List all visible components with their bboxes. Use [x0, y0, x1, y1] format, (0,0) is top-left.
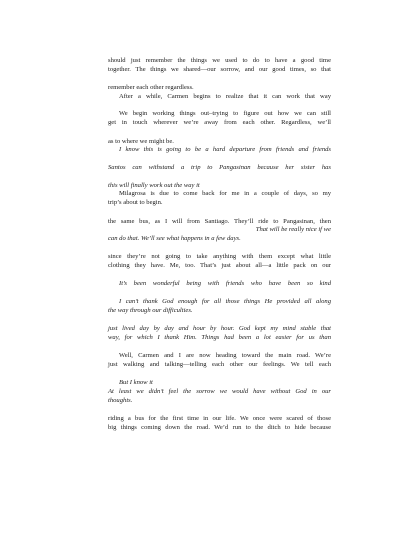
text-line: should just remember the things we used to do to have a good time [108, 57, 331, 64]
text-line: I know this is going to be a hard departure from friends and friends [119, 146, 331, 153]
text-line: the same bus, as I will from Santiago. They’ll ride to Pangasinan, then [108, 218, 331, 225]
text-line: since they’re not going to take anything with them except what little [108, 253, 331, 260]
text-line: this will finally work out the way it [108, 182, 200, 189]
text-line: But I know it [119, 379, 153, 386]
text-line: Santos can withstand a trip to Pangasinan because her sister has [108, 164, 331, 171]
text-line: I can’t thank God enough for all those things He provided all along [119, 298, 331, 305]
text-line: trip’s about to begin. [108, 199, 163, 206]
text-line: thoughts. [108, 397, 133, 404]
text-line: After a while, Carmen begins to realize that it can work that way [119, 93, 331, 100]
text-line: We begin working things out–trying to figure out how we can still [119, 110, 331, 117]
text-line: It’s been wonderful being with friends who have been so kind [119, 280, 331, 287]
text-line: the way through our difficulties. [108, 307, 193, 314]
text-line: just lived day by day and hour by hour. God kept my mind stable that [108, 325, 331, 332]
text-line: as to where we might be. [108, 138, 174, 145]
text-line: At least we didn’t feel the sorrow we would have without God in our [108, 388, 331, 395]
text-line: get in touch wherever we’re away from each other. Regardless, we’ll [108, 119, 331, 126]
text-line: riding a bus for the first time in our life. We once were scared of those [108, 415, 331, 422]
text-line: just walking and talking—telling each other our feelings. We tell each [108, 361, 331, 368]
text-line: can do that. We’ll see what happens in a few days. [108, 235, 241, 242]
text-line: together. The things we shared—our sorrow, and our good times, so that [108, 66, 331, 73]
text-line: Milagrosa is due to come back for me in a couple of days, so my [119, 190, 331, 197]
text-line: big things coming down the road. We’d run to the ditch to hide because [108, 424, 331, 431]
text-line: Well, Carmen and I are now heading toward the main road. We’re [119, 352, 331, 359]
text-line: remember each other regardless. [108, 84, 194, 91]
text-line: That will be really nice if we [255, 226, 331, 233]
text-line: way, for which I thank Him. Things had been a lot easier for us than [108, 334, 331, 341]
text-line: clothing they have. Me, too. That’s just about all—a little pack on our [108, 262, 331, 269]
